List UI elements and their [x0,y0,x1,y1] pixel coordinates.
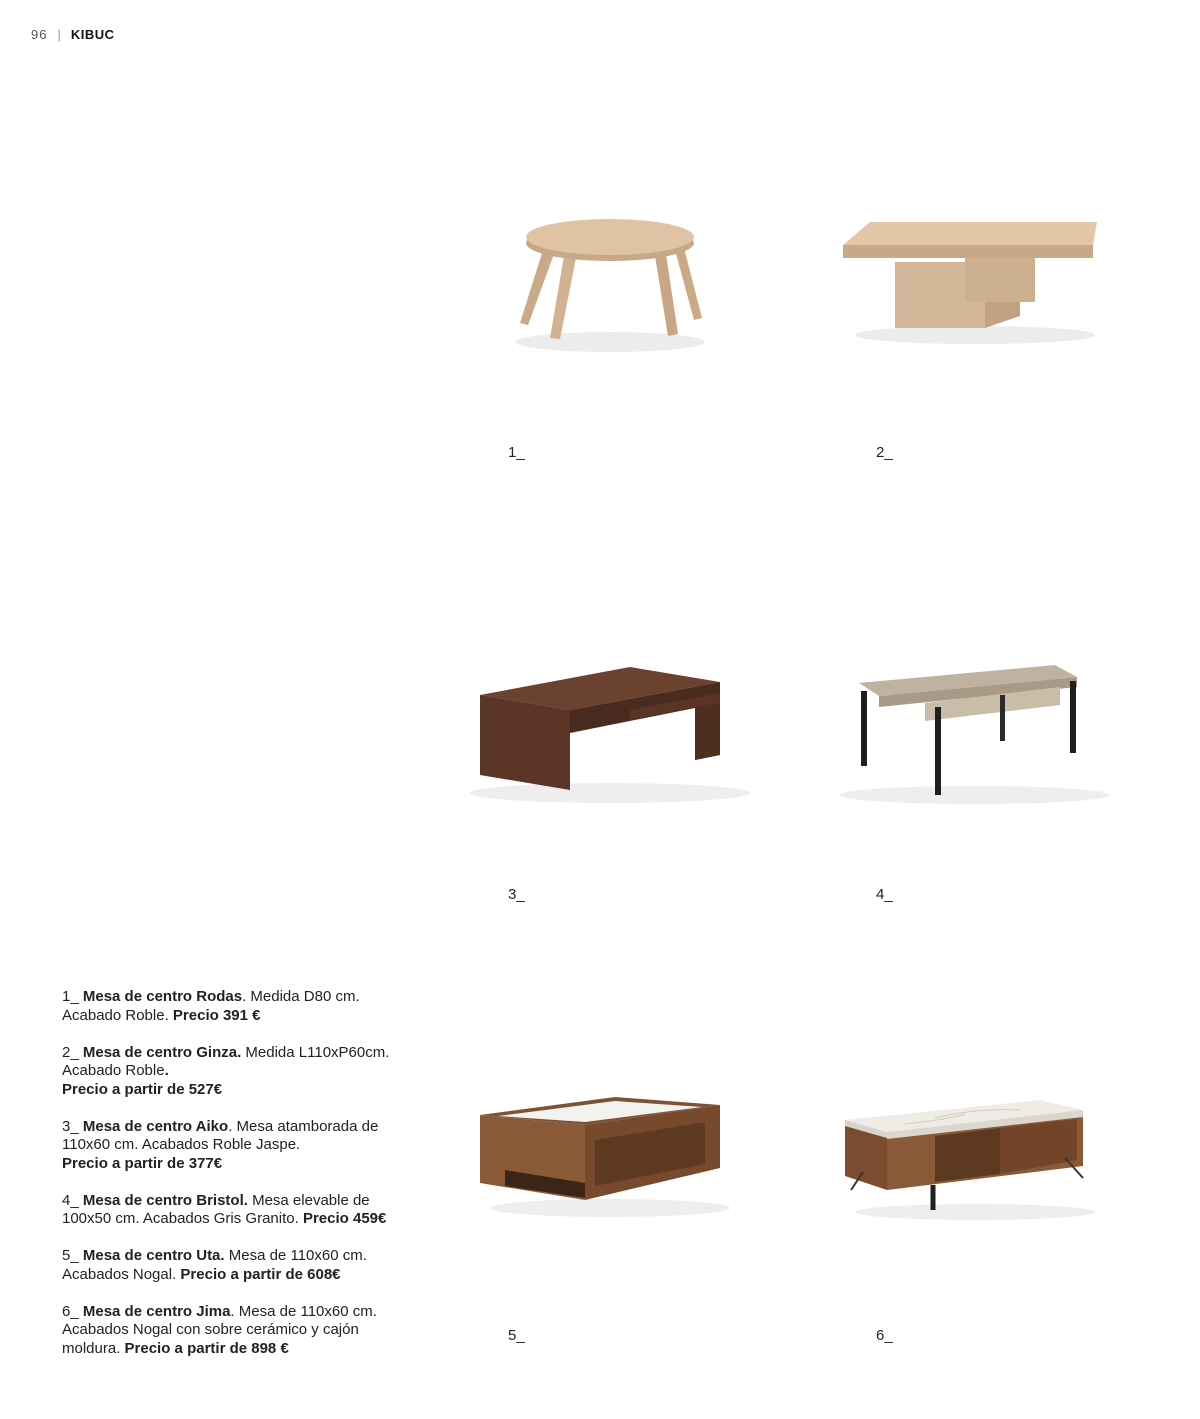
product-description-6 [62,1303,402,1359]
product-photo-5 [450,1040,770,1340]
product-details: Medida D80 cm. Acabado Roble. [62,988,360,1024]
description-number: 5_ [62,1247,79,1264]
product-photo-1 [450,80,770,420]
product-number-6: 6_ [876,1327,893,1344]
product-price: Precio a partir de 527€ [62,1080,223,1098]
product-name: Mesa de centro Ginza. [82,1043,242,1061]
description-number: 1_ [62,988,79,1005]
product-description-5 [62,1247,402,1284]
details-bold-tail: . [164,1062,169,1079]
product-price: Precio a partir de 898 € [124,1339,289,1357]
name-suffix: . [242,988,247,1005]
product-details: Mesa elevable de 100x50 cm. Acabados Gris Granito. [62,1191,370,1227]
product-price: Precio 391 € [172,1006,261,1024]
walnut-glass-top-coffee-table-icon [450,1040,770,1340]
product-photo-4 [815,595,1135,905]
round-oak-coffee-table-icon [450,80,770,420]
brand-logo: KIBUC [70,27,115,42]
product-name: Mesa de centro Jima [82,1302,231,1320]
product-number-3: 3_ [508,886,525,903]
product-description-1 [62,988,402,1025]
description-number: 4_ [62,1191,79,1209]
product-photo-3 [450,595,770,905]
name-suffix: . [228,1117,233,1135]
product-details: Mesa de 110x60 cm. Acabados Nogal con sobre cerámico y cajón moldura. [62,1302,377,1357]
product-name: Mesa de centro Uta. [82,1247,225,1264]
product-number-1: 1_ [508,444,525,461]
product-description-3 [62,1118,402,1174]
name-suffix: . [230,1302,235,1320]
description-number: 3_ [62,1117,79,1135]
product-name: Mesa de centro Aiko [82,1117,229,1135]
product-details: Medida L110xP60cm. Acabado Roble [62,1043,390,1079]
product-number-2: 2_ [876,444,893,461]
product-photo-2 [815,80,1135,420]
product-price: Precio a partir de 608€ [180,1265,341,1283]
description-number: 6_ [62,1302,79,1320]
header-separator: | [57,27,61,42]
product-number-5: 5_ [508,1327,525,1344]
product-details: Mesa atamborada de 110x60 cm. Acabados Roble Jaspe. [62,1117,379,1153]
product-descriptions [62,988,402,1377]
product-details: Mesa de 110x60 cm. Acabados Nogal. [62,1247,367,1283]
product-name: Mesa de centro Rodas [82,988,243,1005]
description-number: 2_ [62,1043,79,1061]
product-photo-6 [815,1040,1135,1340]
walnut-ceramic-top-coffee-table-icon [815,1040,1135,1340]
page-number: 96 [31,27,48,42]
rectangular-oak-coffee-table-cross-base-icon [815,80,1135,420]
product-price: Precio a partir de 377€ [62,1154,223,1172]
product-number-4: 4_ [876,886,893,903]
page-header [31,27,115,42]
grey-lift-top-coffee-table-icon [815,595,1135,905]
product-name: Mesa de centro Bristol. [82,1191,248,1209]
product-description-2 [62,1044,402,1100]
product-description-4 [62,1192,402,1229]
walnut-slab-coffee-table-icon [450,595,770,905]
product-price: Precio 459€ [302,1210,387,1227]
